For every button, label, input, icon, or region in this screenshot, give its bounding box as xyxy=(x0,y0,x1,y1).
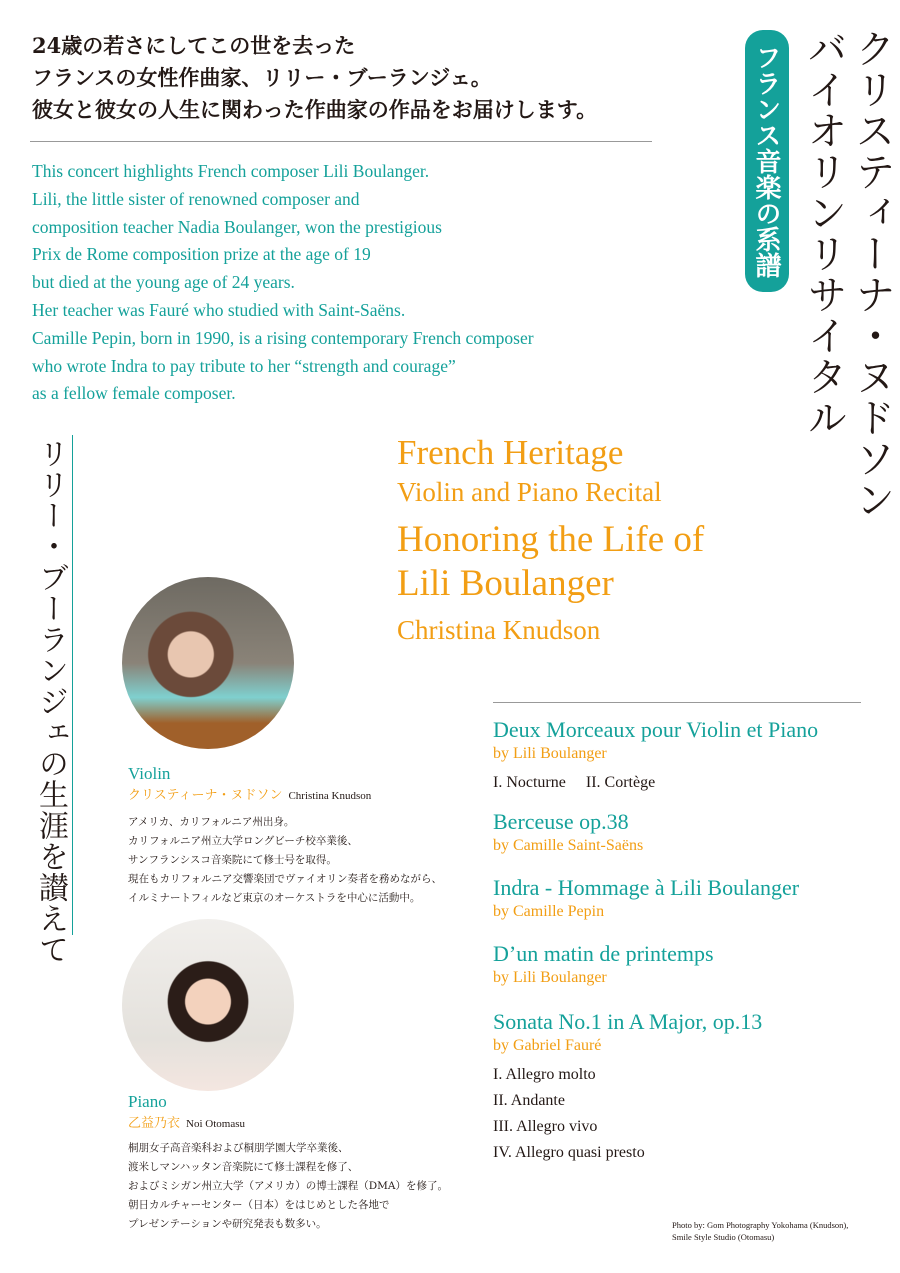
side-title: リリー・ブーランジェの生涯を讃えて xyxy=(33,438,68,965)
pianist-photo xyxy=(122,919,294,1091)
title-en-4: Lili Boulanger xyxy=(397,563,614,604)
piece-title: D’un matin de printemps xyxy=(493,941,714,966)
program-item xyxy=(493,808,873,856)
piece-movement: II. Andante xyxy=(493,1092,565,1109)
intro-jp-line: フランスの女性作曲家、リリー・ブーランジェ。 xyxy=(32,65,492,90)
intro-en xyxy=(32,158,534,408)
bio-line: プレゼンテーションや研究発表も数多い。 xyxy=(128,1218,327,1230)
piece-composer: by Lili Boulanger xyxy=(493,969,607,986)
main-title-jp xyxy=(800,28,896,520)
intro-en-line: but died at the young age of 24 years. xyxy=(32,272,295,293)
intro-jp-line: 24歳の若さにしてこの世を去った xyxy=(32,33,356,58)
piece-movement: I. Nocturne II. Cortège xyxy=(493,774,656,791)
intro-en-line: as a fellow female composer. xyxy=(32,383,236,404)
program-item xyxy=(493,940,873,988)
performer-bio xyxy=(128,1139,448,1234)
piece-movement: I. Allegro molto xyxy=(493,1066,596,1083)
side-rule xyxy=(72,435,73,935)
violinist-photo xyxy=(122,577,294,749)
intro-en-line: who wrote Indra to pay tribute to her “strength and courage” xyxy=(32,355,456,376)
piece-title: Indra - Hommage à Lili Boulanger xyxy=(493,875,800,900)
bio-line: 桐朋女子高音楽科および桐朋学園大学卒業後、 xyxy=(128,1142,349,1154)
performer-piano xyxy=(128,1092,448,1234)
name-jp: 乙益乃衣 xyxy=(128,1116,181,1131)
title-en-3: Honoring the Life of xyxy=(397,519,705,560)
piece-title: Deux Morceaux pour Violin et Piano xyxy=(493,717,819,742)
name-en: Christina Knudson xyxy=(288,790,372,802)
piece-movement: IV. Allegro quasi presto xyxy=(493,1144,645,1161)
piece-movements xyxy=(493,1062,873,1166)
credit-line: Smile Style Studio (Otomasu) xyxy=(672,1232,775,1242)
program-item xyxy=(493,874,873,922)
main-title-line1: クリスティーナ・ヌドソン xyxy=(849,28,895,520)
bio-line: 朝日カルチャーセンター（日本）をはじめとした各地で xyxy=(128,1199,390,1211)
name-en: Noi Otomasu xyxy=(186,1118,245,1130)
credit-line: Photo by: Gom Photography Yokohama (Knudson), xyxy=(672,1220,849,1230)
bio-line: アメリカ、カリフォルニア州出身。 xyxy=(128,816,295,828)
piece-title: Sonata No.1 in A Major, op.13 xyxy=(493,1009,763,1034)
divider xyxy=(30,141,652,142)
intro-en-line: Her teacher was Fauré who studied with Saint-Saëns. xyxy=(32,299,406,320)
main-title-line2: バイオリンリサイタル xyxy=(801,28,847,438)
performer-violin xyxy=(128,764,442,908)
bio-line: 現在もカリフォルニア交響楽団でヴァイオリン奏者を務めながら、 xyxy=(128,873,443,885)
performer-bio xyxy=(128,813,442,908)
piece-composer: by Camille Pepin xyxy=(493,903,605,920)
bio-line: イルミナートフィルなど東京のオーケストラを中心に活動中。 xyxy=(128,892,421,904)
photo-credit xyxy=(672,1219,848,1243)
bio-line: 渡米しマンハッタン音楽院にて修士課程を修了、 xyxy=(128,1161,359,1173)
piece-composer: by Lili Boulanger xyxy=(493,745,607,762)
program-item xyxy=(493,1008,873,1166)
title-en-5: Christina Knudson xyxy=(397,615,601,645)
name-jp: クリスティーナ・ヌドソン xyxy=(128,788,283,803)
intro-en-line: This concert highlights French composer Lili Boulanger. xyxy=(32,161,430,181)
title-en-1: French Heritage xyxy=(397,433,624,472)
piece-composer: by Gabriel Fauré xyxy=(493,1037,602,1054)
bio-line: サンフランシスコ音楽院にて修士号を取得。 xyxy=(128,854,337,866)
program-item xyxy=(493,716,873,796)
piece-movement: III. Allegro vivo xyxy=(493,1118,598,1135)
bio-line: およびミシガン州立大学（アメリカ）の博士課程（DMA）を修了。 xyxy=(128,1180,449,1192)
intro-en-line: Camille Pepin, born in 1990, is a rising contemporary French composer xyxy=(32,327,534,348)
bio-line: カリフォルニア州立大学ロングビーチ校卒業後、 xyxy=(128,835,358,847)
performer-role: Violin xyxy=(128,764,171,783)
performer-name xyxy=(128,784,442,803)
intro-en-line: composition teacher Nadia Boulanger, won the prestigious xyxy=(32,216,442,237)
divider xyxy=(493,702,861,703)
performer-role: Piano xyxy=(128,1092,167,1111)
intro-jp-line: 彼女と彼女の人生に関わった作曲家の作品をお届けします。 xyxy=(32,97,598,122)
program-list xyxy=(493,716,873,1166)
subtitle-badge: フランス音楽の系譜 xyxy=(745,30,789,292)
piece-title: Berceuse op.38 xyxy=(493,809,629,834)
title-en-2: Violin and Piano Recital xyxy=(397,477,662,507)
performer-name xyxy=(128,1112,448,1131)
intro-jp xyxy=(32,30,597,126)
intro-en-line: Lili, the little sister of renowned composer and xyxy=(32,188,360,209)
intro-en-line: Prix de Rome composition prize at the age of 19 xyxy=(32,244,371,265)
piece-composer: by Camille Saint-Saëns xyxy=(493,837,644,854)
